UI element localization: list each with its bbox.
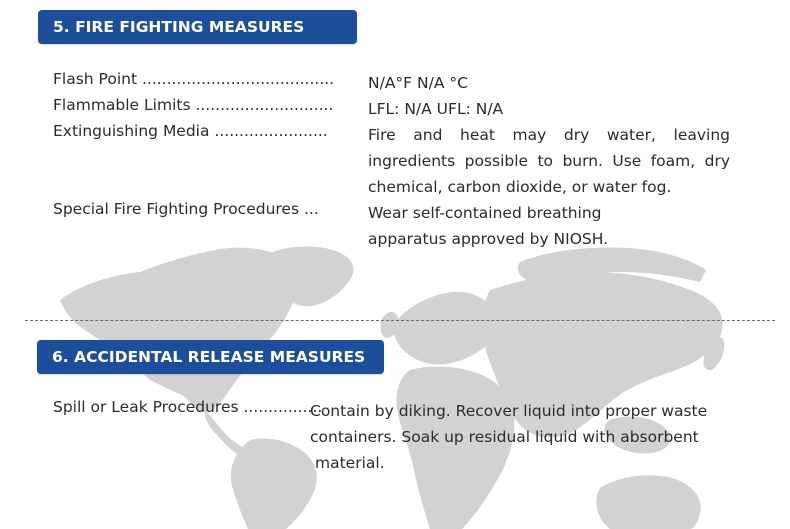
extinguishing-media-label: Extinguishing Media ....................... bbox=[53, 122, 328, 140]
special-procedures-line-1: Wear self-contained breathing bbox=[368, 204, 602, 222]
flammable-limits-value: LFL: N/A UFL: N/A bbox=[368, 100, 504, 118]
section-5-header: 5. FIRE FIGHTING MEASURES bbox=[38, 10, 357, 44]
spill-leak-line-1: Contain by diking. Recover liquid into proper waste bbox=[310, 402, 708, 420]
special-procedures-line-2: apparatus approved by NIOSH. bbox=[368, 230, 609, 248]
spill-leak-line-3: material. bbox=[315, 454, 385, 472]
spill-leak-value bbox=[310, 398, 750, 476]
section-6-header: 6. ACCIDENTAL RELEASE MEASURES bbox=[37, 340, 384, 374]
extinguishing-media-value: Fire and heat may dry water, leaving ingredients possible to burn. Use foam, dry chemical, carbon dioxide, or water fog. bbox=[368, 126, 730, 196]
flash-point-label: Flash Point ....................................... bbox=[53, 70, 335, 88]
spill-leak-line-2: containers. Soak up residual liquid with absorbent bbox=[310, 428, 699, 446]
special-procedures-label: Special Fire Fighting Procedures ... bbox=[53, 200, 319, 218]
special-procedures-value bbox=[368, 200, 730, 252]
flash-point-value: N/A°F N/A °C bbox=[368, 74, 468, 92]
spill-leak-label: Spill or Leak Procedures ................ bbox=[53, 398, 323, 416]
flammable-limits-label: Flammable Limits ............................ bbox=[53, 96, 334, 114]
section-divider bbox=[25, 320, 775, 321]
